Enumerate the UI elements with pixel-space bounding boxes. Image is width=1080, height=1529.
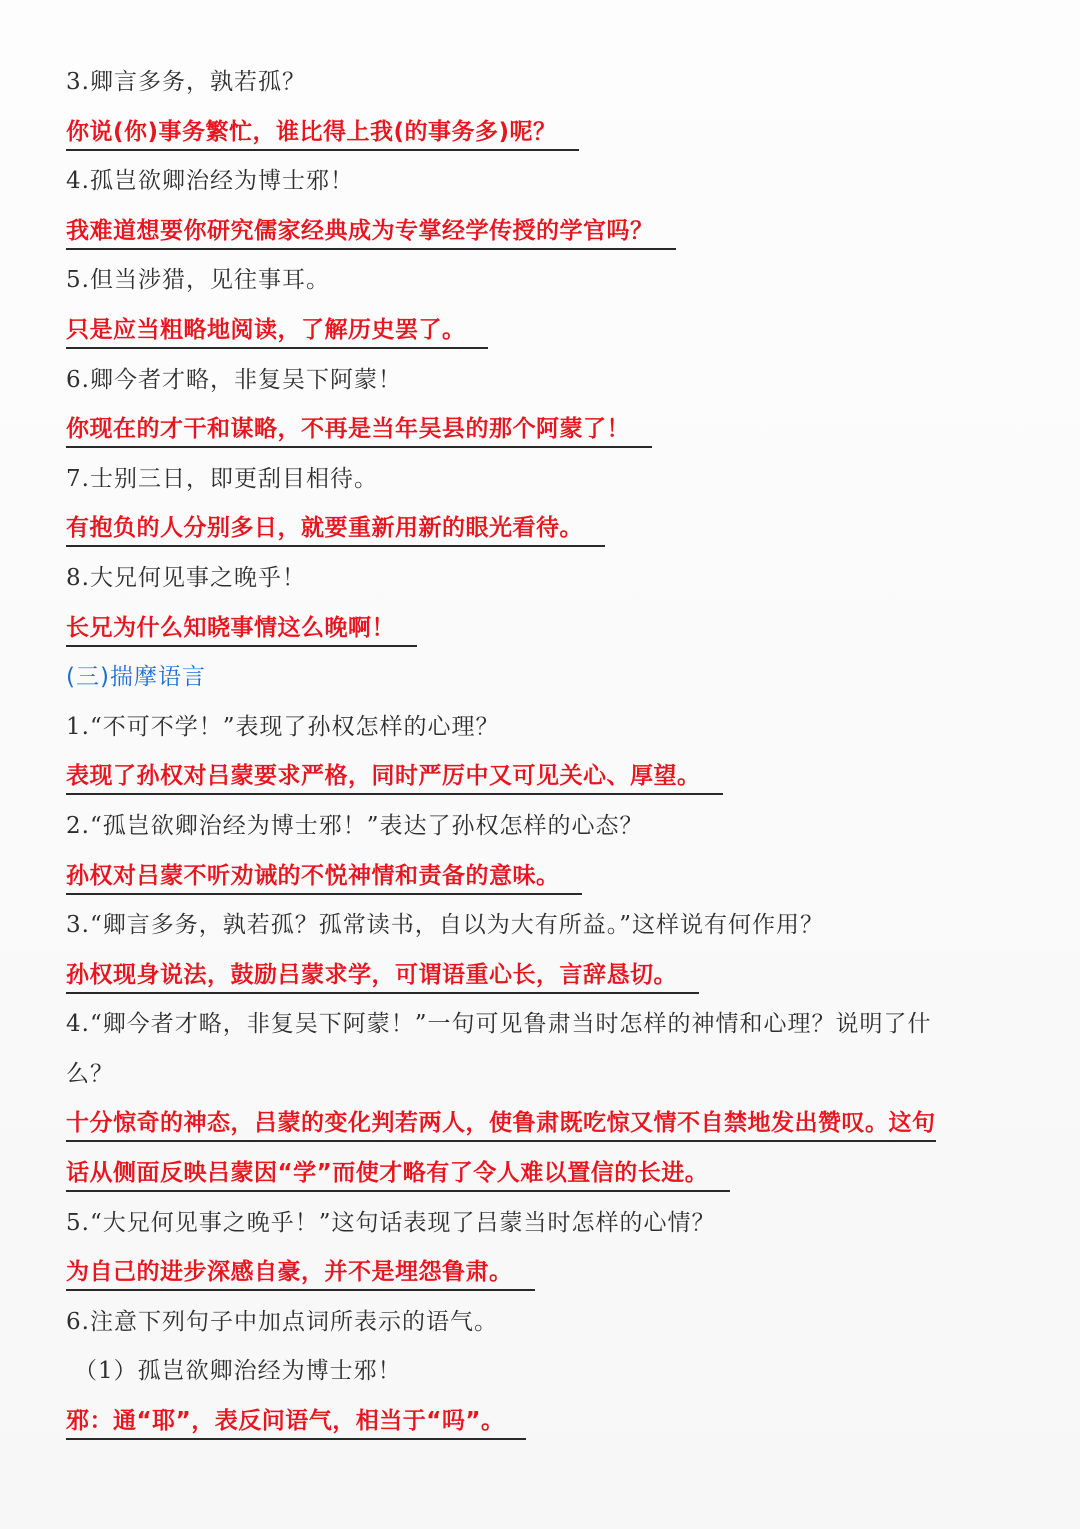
section-heading: (三)揣摩语言 bbox=[66, 664, 206, 691]
answer-text: 孙权现身说法，鼓励吕蒙求学，可谓语重心长，言辞恳切。 bbox=[66, 958, 699, 994]
question-line: 8.大兄何见事之晚乎！ bbox=[66, 564, 306, 591]
question-line: 1.“不可不学！”表现了孙权怎样的心理？ bbox=[66, 713, 500, 740]
answer-text: 我难道想要你研究儒家经典成为专掌经学传授的学官吗？ bbox=[66, 214, 676, 250]
answer-line bbox=[66, 108, 1026, 158]
answer-line bbox=[66, 852, 1026, 902]
answer-text: 十分惊奇的神态，吕蒙的变化判若两人，使鲁肃既吃惊又情不自禁地发出赞叹。这句 bbox=[66, 1106, 936, 1142]
answer-line bbox=[66, 1248, 1026, 1298]
answer-line bbox=[66, 1397, 1026, 1447]
answer-text: 表现了孙权对吕蒙要求严格，同时严厉中又可见关心、厚望。 bbox=[66, 759, 723, 795]
answer-text: 你说(你)事务繁忙，谁比得上我(的事务多)呢？ bbox=[66, 115, 579, 151]
question-line: 6.卿今者才略，非复吴下阿蒙！ bbox=[66, 366, 402, 393]
answer-text: 孙权对吕蒙不听劝诫的不悦神情和责备的意味。 bbox=[66, 859, 582, 895]
question-line: 5.“大兄何见事之晚乎！”这句话表现了吕蒙当时怎样的心情？ bbox=[66, 1209, 716, 1236]
question-line: 3.卿言多务，孰若孤？ bbox=[66, 69, 306, 95]
question-line-continued: 么？ bbox=[66, 1060, 114, 1087]
question-line: 4.孤岂欲卿治经为博士邪！ bbox=[66, 168, 354, 195]
answer-line bbox=[66, 306, 1026, 356]
answer-text: 只是应当粗略地阅读，了解历史罢了。 bbox=[66, 313, 488, 349]
answer-line bbox=[66, 405, 1026, 455]
document-content bbox=[66, 58, 1026, 1447]
answer-line-continued bbox=[66, 1149, 1026, 1199]
answer-line bbox=[66, 604, 1026, 654]
question-line: 5.但当涉猎，见往事耳。 bbox=[66, 267, 330, 294]
answer-text: 你现在的才干和谋略，不再是当年吴县的那个阿蒙了！ bbox=[66, 412, 652, 448]
question-line: 7.士别三日，即更刮目相待。 bbox=[66, 465, 378, 492]
answer-text: 长兄为什么知晓事情这么晚啊！ bbox=[66, 611, 417, 647]
answer-text: 为自己的进步深感自豪，并不是埋怨鲁肃。 bbox=[66, 1255, 535, 1291]
answer-text: 有抱负的人分别多日，就要重新用新的眼光看待。 bbox=[66, 511, 605, 547]
answer-line bbox=[66, 752, 1026, 802]
question-line: 3.“卿言多务，孰若孤？孤常读书，自以为大有所益。”这样说有何作用？ bbox=[66, 912, 824, 939]
answer-line bbox=[66, 951, 1026, 1001]
question-line: 6.注意下列句子中加点词所表示的语气。 bbox=[66, 1308, 498, 1335]
answer-text: 邪：通“耶”，表反问语气，相当于“吗”。 bbox=[66, 1404, 526, 1440]
answer-line bbox=[66, 1099, 1026, 1149]
answer-line bbox=[66, 207, 1026, 257]
answer-line bbox=[66, 504, 1026, 554]
answer-text: 话从侧面反映吕蒙因“学”而使才略有了令人难以置信的长进。 bbox=[66, 1156, 730, 1192]
question-line: 2.“孤岂欲卿治经为博士邪！”表达了孙权怎样的心态？ bbox=[66, 812, 644, 839]
sub-question-line: （1）孤岂欲卿治经为博士邪！ bbox=[74, 1358, 402, 1385]
question-line: 4.“卿今者才略，非复吴下阿蒙！”一句可见鲁肃当时怎样的神情和心理？说明了什 bbox=[66, 1011, 932, 1038]
